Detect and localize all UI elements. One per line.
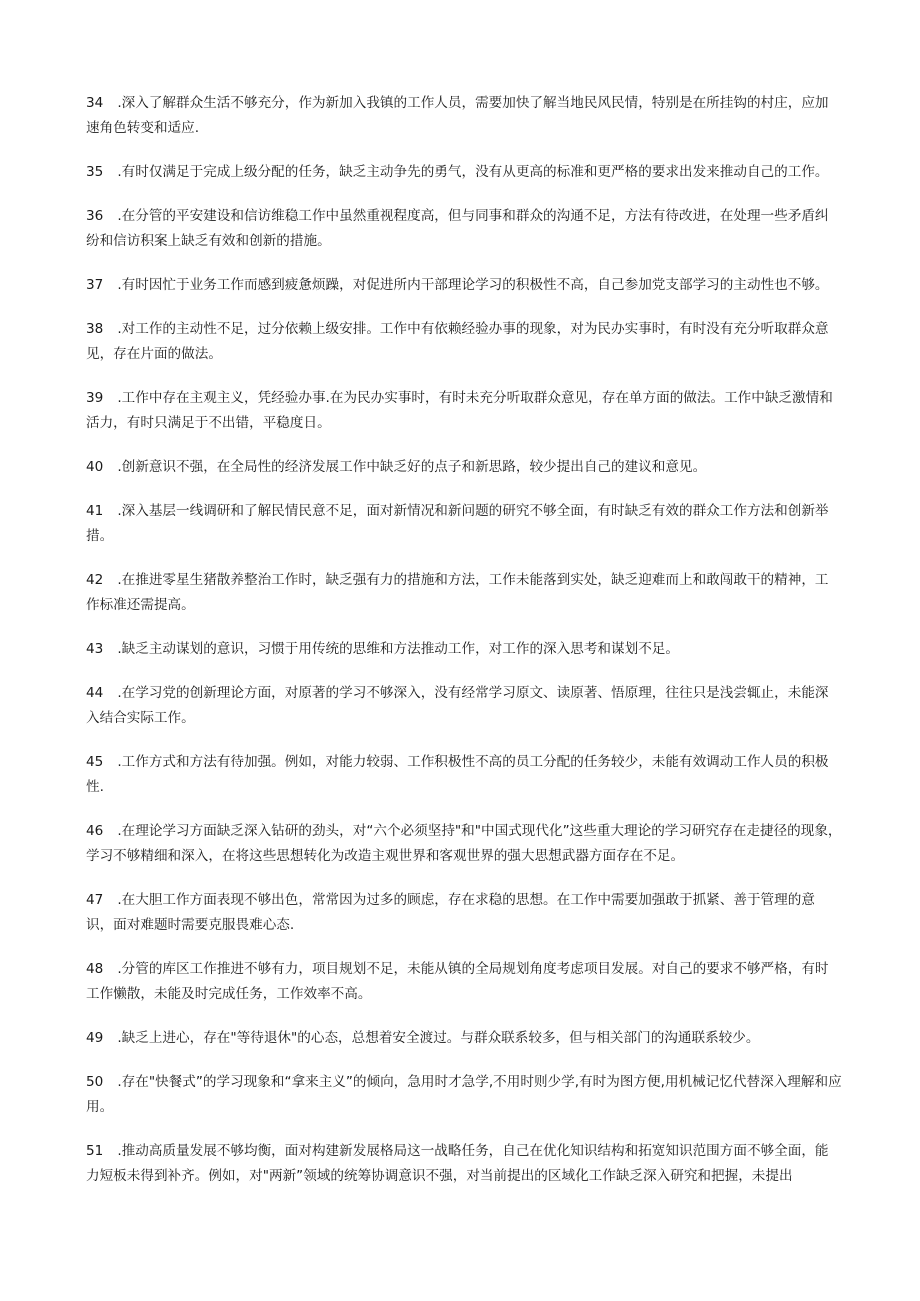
list-item <box>86 386 842 436</box>
item-text: .工作中存在主观主义，凭经验办事.在为民办实事时，有时未充分听取群众意见，存在单方面的做法。工作中缺乏激情和活力，有时只满足于不出错，平稳度日。 <box>86 390 833 431</box>
item-number: 37 <box>86 277 104 293</box>
item-number: 38 <box>86 321 104 337</box>
item-number: 45 <box>86 754 104 770</box>
item-text: .存在"快餐式”的学习现象和“拿来主义”的倾向，急用时才急学,不用时则少学,有时为图方便,用机械记忆代替深入理解和应用。 <box>86 1074 842 1115</box>
document-body <box>86 91 842 1208</box>
list-item <box>86 888 842 938</box>
item-number: 42 <box>86 572 104 588</box>
item-number: 41 <box>86 503 104 519</box>
item-number: 47 <box>86 892 104 908</box>
item-number: 35 <box>86 164 104 180</box>
item-text: .缺乏主动谋划的意识，习惯于用传统的思维和方法推动工作，对工作的深入思考和谋划不足。 <box>117 641 679 657</box>
list-item <box>86 568 842 618</box>
list-item <box>86 204 842 254</box>
list-item <box>86 819 842 869</box>
item-text: .深入了解群众生活不够充分，作为新加入我镇的工作人员，需要加快了解当地民风民情，特别是在所挂钩的村庄，应加速角色转变和适应. <box>86 95 829 136</box>
list-item <box>86 317 842 367</box>
item-text: .推动高质量发展不够均衡，面对构建新发展格局这一战略任务，自己在优化知识结构和拓宽知识范围方面不够全面，能力短板未得到补齐。例如，对"两新”领域的统筹协调意识不强，对当前提出的区域化工作缺乏深入研究和把握，未提出 <box>86 1143 829 1184</box>
item-text: .深入基层一线调研和了解民情民意不足，面对新情况和新问题的研究不够全面，有时缺乏有效的群众工作方法和创新举措。 <box>86 503 829 544</box>
item-text: .对工作的主动性不足，过分依赖上级安排。工作中有依赖经验办事的现象，对为民办实事时，有时没有充分听取群众意见，存在片面的做法。 <box>86 321 829 362</box>
item-number: 34 <box>86 95 104 111</box>
list-item <box>86 750 842 800</box>
item-text: .在大胆工作方面表现不够出色，常常因为过多的顾虑，存在求稳的思想。在工作中需要加强敢于抓紧、善于管理的意识，面对难题时需要克服畏难心态. <box>86 892 815 933</box>
item-text: .创新意识不强，在全局性的经济发展工作中缺乏好的点子和新思路，较少提出自己的建议和意见。 <box>117 459 707 475</box>
item-text: .分管的库区工作推进不够有力，项目规划不足，未能从镇的全局规划角度考虑项目发展。对自己的要求不够严格，有时工作懒散，未能及时完成任务，工作效率不高。 <box>86 961 829 1002</box>
item-text: .工作方式和方法有待加强。例如，对能力较弱、工作积极性不高的员工分配的任务较少，未能有效调动工作人员的积极性. <box>86 754 829 795</box>
item-text: .在推进零星生猪散养整治工作时，缺乏强有力的措施和方法，工作未能落到实处，缺乏迎难而上和敢闯敢干的精神，工作标准还需提高。 <box>86 572 829 613</box>
item-text: .有时仅满足于完成上级分配的任务，缺乏主动争先的勇气，没有从更高的标准和更严格的要求出发来推动自己的工作。 <box>117 164 829 180</box>
item-number: 48 <box>86 961 104 977</box>
item-number: 50 <box>86 1074 104 1090</box>
item-number: 51 <box>86 1143 104 1159</box>
item-number: 46 <box>86 823 104 839</box>
item-number: 36 <box>86 208 104 224</box>
item-text: .有时因忙于业务工作而感到疲惫烦躁，对促进所内干部理论学习的积极性不高，自己参加党支部学习的主动性也不够。 <box>117 277 829 293</box>
item-text: .缺乏上进心，存在"等待退休"的心态，总想着安全渡过。与群众联系较多，但与相关部门的沟通联系较少。 <box>117 1030 760 1046</box>
list-item <box>86 681 842 731</box>
list-item <box>86 1026 842 1051</box>
item-text: .在分管的平安建设和信访维稳工作中虽然重视程度高，但与同事和群众的沟通不足，方法有待改进，在处理一些矛盾纠纷和信访积案上缺乏有效和创新的措施。 <box>86 208 829 249</box>
item-text: .在理论学习方面缺乏深入钻研的劲头，对“六个必须坚持"和"中国式现代化”这些重大理论的学习研究存在走捷径的现象，学习不够精细和深入，在将这些思想转化为改造主观世界和客观世界的强大思想武器方面存在不足。 <box>86 823 842 864</box>
list-item <box>86 499 842 549</box>
item-number: 39 <box>86 390 104 406</box>
item-number: 40 <box>86 459 104 475</box>
list-item <box>86 637 842 662</box>
list-item <box>86 455 842 480</box>
list-item <box>86 1139 842 1189</box>
list-item <box>86 160 842 185</box>
item-number: 49 <box>86 1030 104 1046</box>
list-item <box>86 273 842 298</box>
list-item <box>86 91 842 141</box>
list-item <box>86 1070 842 1120</box>
item-number: 43 <box>86 641 104 657</box>
item-number: 44 <box>86 685 104 701</box>
list-item <box>86 957 842 1007</box>
item-text: .在学习党的创新理论方面，对原著的学习不够深入，没有经常学习原文、读原著、悟原理，往往只是浅尝辄止，未能深入结合实际工作。 <box>86 685 829 726</box>
